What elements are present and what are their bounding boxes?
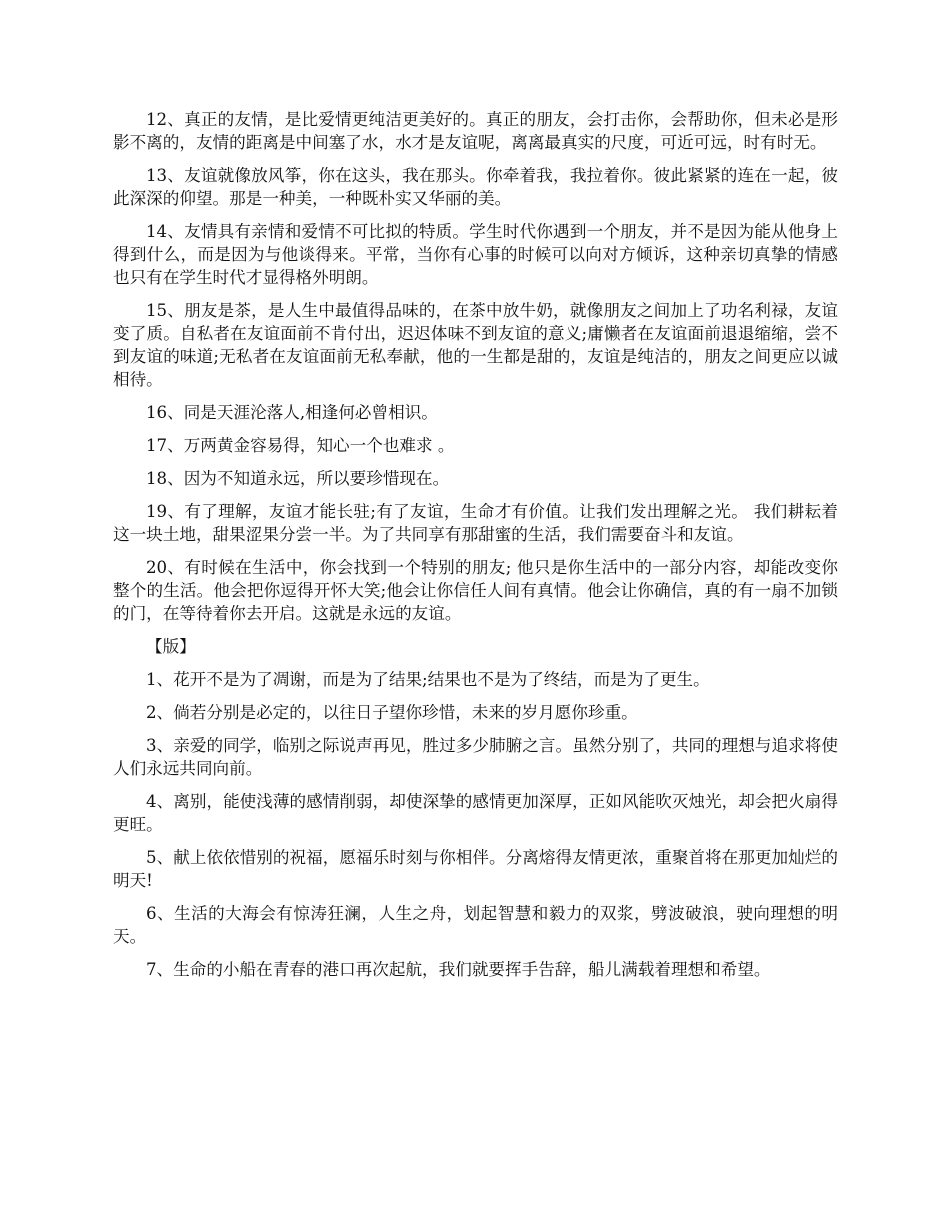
paragraph-16: 16、同是天涯沦落人,相逢何必曾相识。 [146, 403, 438, 422]
farewell-paragraph-2: 2、倘若分别是必定的，以往日子望你珍惜，未来的岁月愿你珍重。 [146, 703, 638, 722]
paragraph-13: 13、友谊就像放风筝，你在这头，我在那头。你牵着我，我拉着你。彼此紧紧的连在一起，彼此深深的仰望。那是一种美，一种既朴实又华丽的美。 [113, 166, 838, 208]
paragraph-19: 19、有了理解，友谊才能长驻;有了友谊，生命才有价值。让我们发出理解之光。 我们耕耘着这一块土地，甜果涩果分尝一半。为了共同享有那甜蜜的生活，我们需要奋斗和友谊。 [113, 502, 838, 544]
paragraph-15: 15、朋友是茶，是人生中最值得品味的，在茶中放牛奶，就像朋友之间加上了功名利禄，友谊变了质。自私者在友谊面前不肯付出，迟迟体味不到友谊的意义;庸懒者在友谊面前退退缩缩，尝不到友谊的味道;无私者在友谊面前无私奉献，他的一生都是甜的，友谊是纯洁的，朋友之间更应以诚相待。 [113, 301, 838, 389]
paragraph-17: 17、万两黄金容易得，知心一个也难求 。 [146, 436, 455, 455]
farewell-paragraph-7: 7、生命的小船在青春的港口再次起航，我们就要挥手告辞，船儿满载着理想和希望。 [146, 960, 771, 979]
paragraph-12: 12、真正的友情，是比爱情更纯洁更美好的。真正的朋友，会打击你，会帮助你，但未必是形影不离的，友情的距离是中间塞了水，水才是友谊呢，离离最真实的尺度，可近可远，时有时无。 [113, 110, 838, 152]
section-title: 【版】 [146, 637, 196, 656]
farewell-paragraph-1: 1、花开不是为了凋谢，而是为了结果;结果也不是为了终结，而是为了更生。 [146, 670, 710, 689]
farewell-paragraph-5: 5、献上依依惜别的祝福，愿福乐时刻与你相伴。分离熔得友情更浓，重聚首将在那更加灿烂的明天! [113, 848, 838, 890]
farewell-paragraph-6: 6、生活的大海会有惊涛狂澜，人生之舟，划起智慧和毅力的双浆，劈波破浪，驶向理想的明天。 [113, 904, 838, 946]
farewell-paragraph-3: 3、亲爱的同学，临别之际说声再见，胜过多少肺腑之言。虽然分别了，共同的理想与追求将使人们永远共同向前。 [113, 736, 838, 778]
paragraph-14: 14、友情具有亲情和爱情不可比拟的特质。学生时代你遇到一个朋友，并不是因为能从他身上得到什么，而是因为与他谈得来。平常，当你有心事的时候可以向对方倾诉，这种亲切真挚的情感也只有在学生时代才显得格外明朗。 [113, 222, 838, 287]
paragraph-20: 20、有时候在生活中，你会找到一个特别的朋友; 他只是你生活中的一部分内容，却能改变你整个的生活。他会把你逗得开怀大笑;他会让你信任人间有真情。他会让你确信，真的有一扇不加锁的门，在等待着你去开启。这就是永远的友谊。 [113, 558, 838, 623]
farewell-paragraph-4: 4、离别，能使浅薄的感情削弱，却使深挚的感情更加深厚，正如风能吹灭烛光，却会把火扇得更旺。 [113, 792, 838, 834]
document-page [113, 108, 838, 991]
paragraph-18: 18、因为不知道永远，所以要珍惜现在。 [146, 469, 450, 488]
